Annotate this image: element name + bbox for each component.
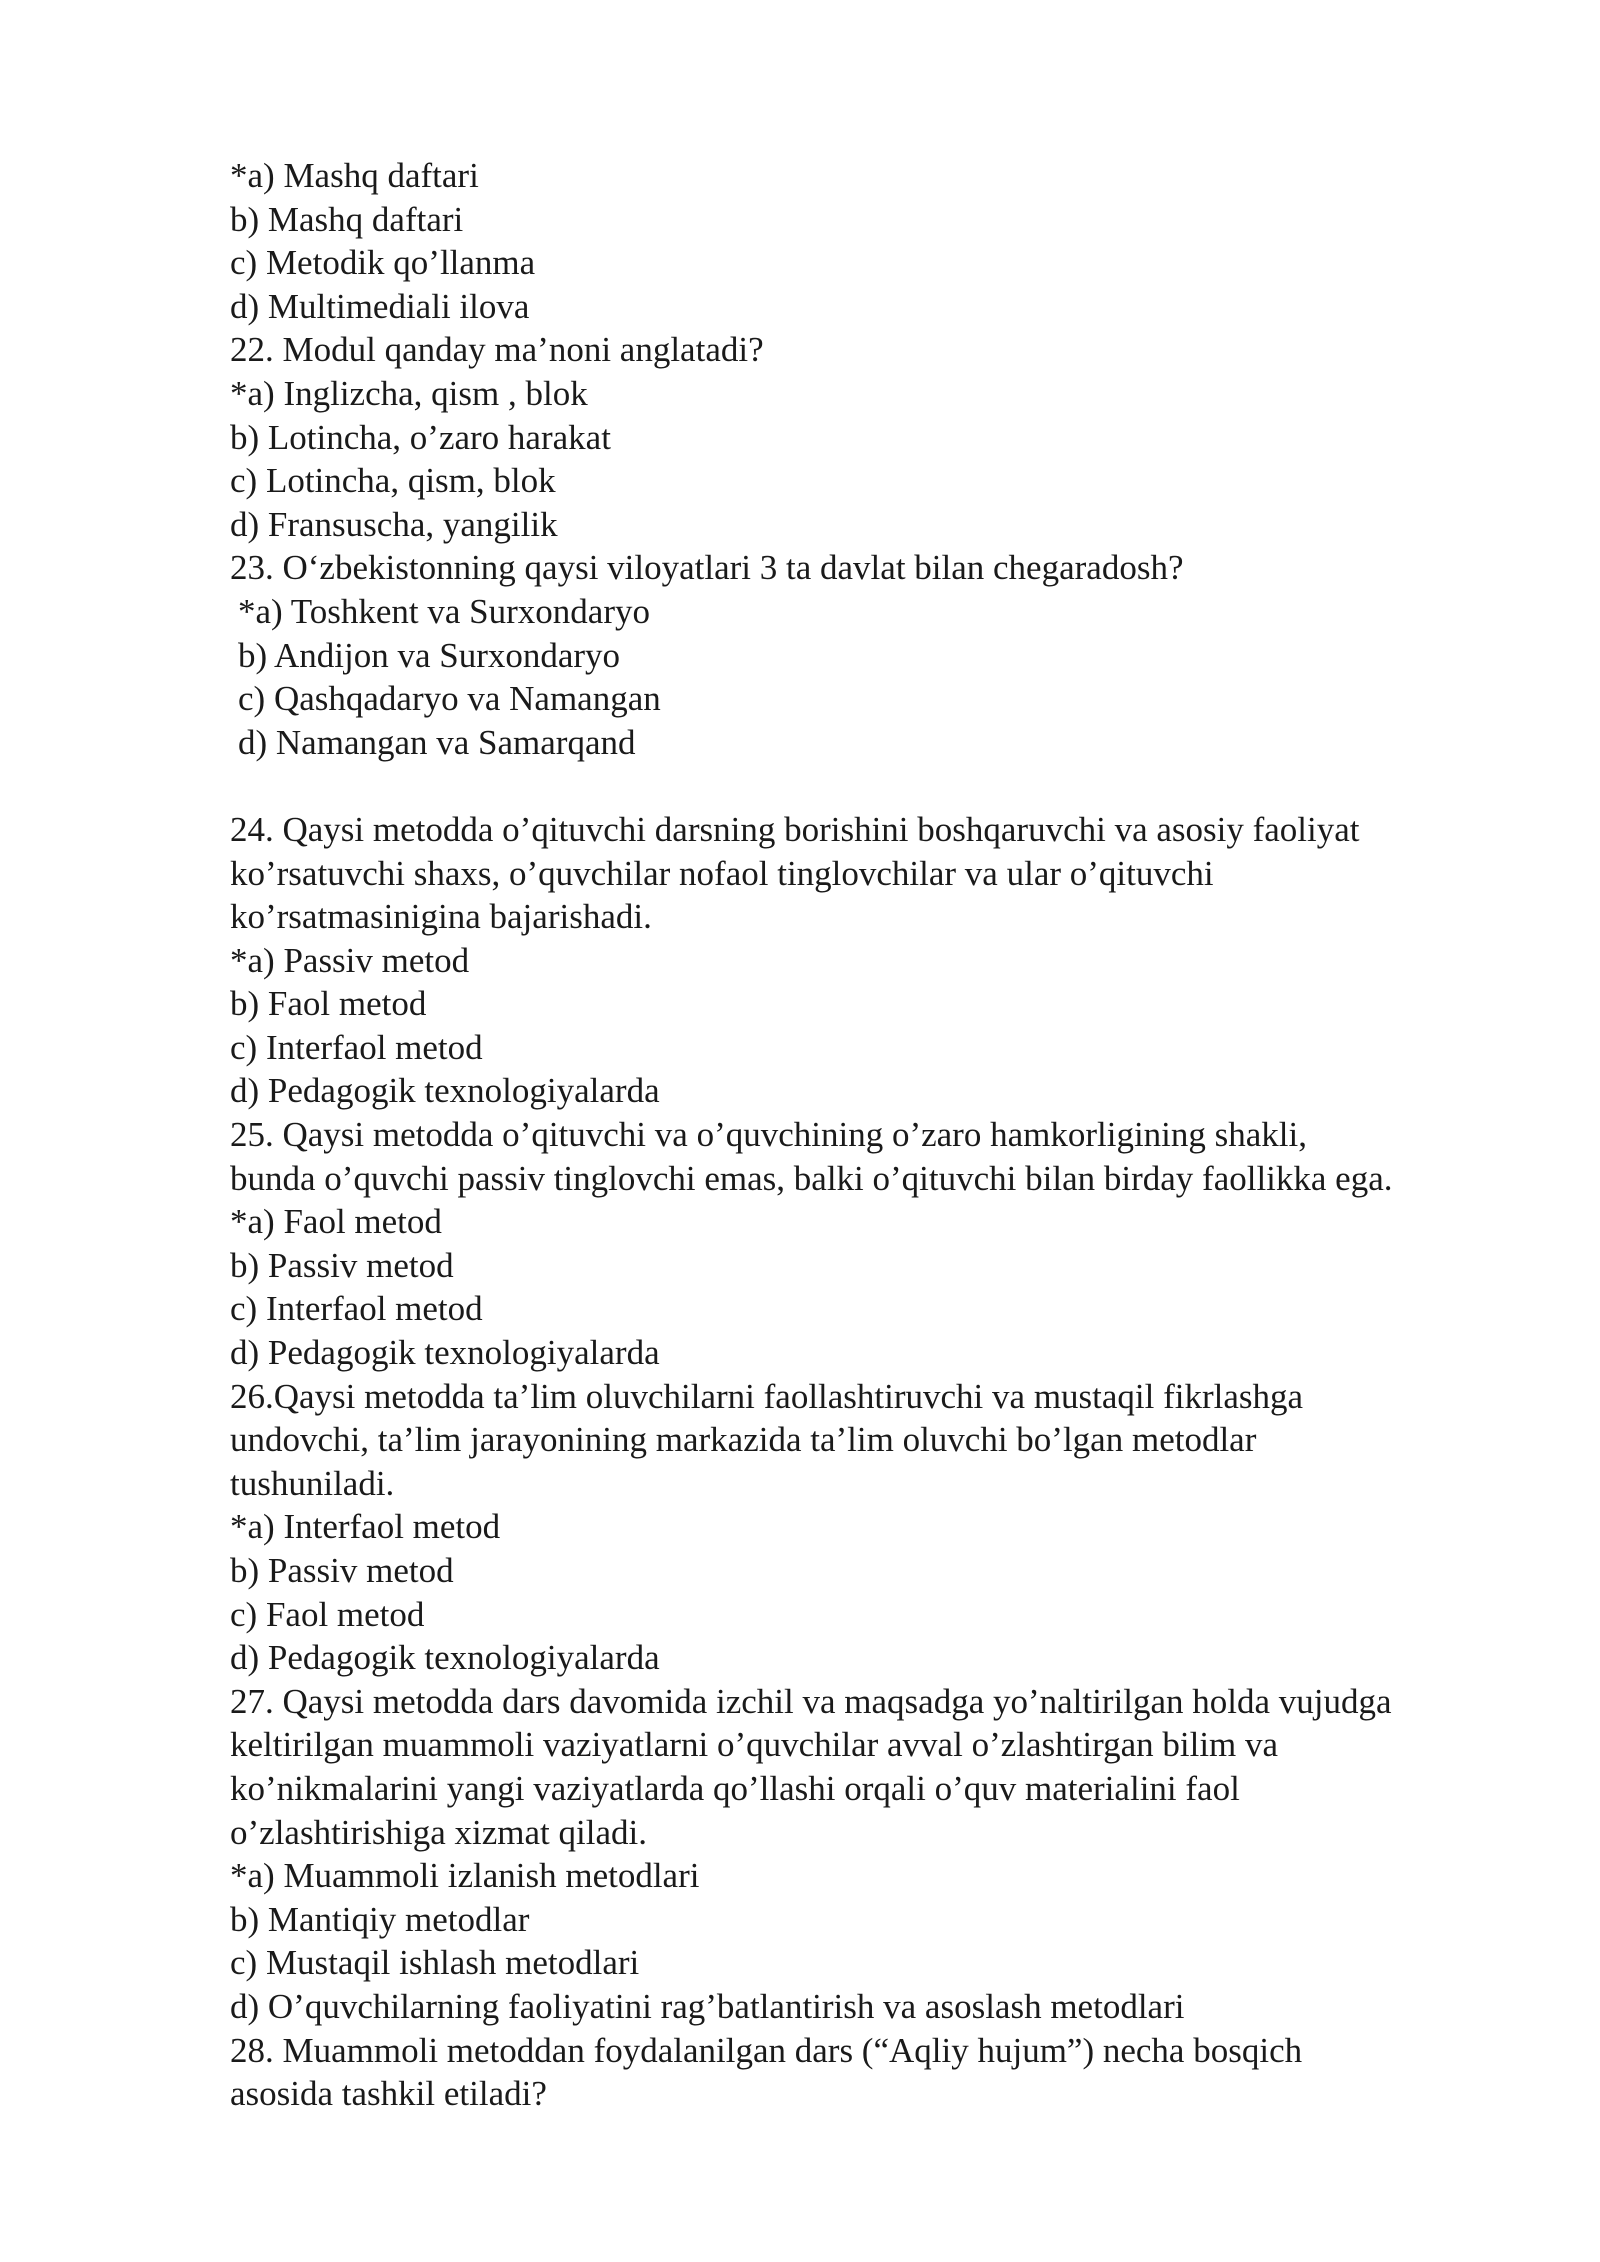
question-27-continued: ko’nikmalarini yangi vaziyatlarda qo’llashi orqali o’quv materialini faol <box>230 1768 1240 1808</box>
answer-option: c) Interfaol metod <box>230 1027 483 1067</box>
answer-option: c) Mustaqil ishlash metodlari <box>230 1943 640 1983</box>
question-26: 26.Qaysi metodda ta’lim oluvchilarni faollashtiruvchi va mustaqil fikrlashga <box>230 1376 1304 1416</box>
question-24: 24. Qaysi metodda o’qituvchi darsning borishini boshqaruvchi va asosiy faoliyat <box>230 809 1360 849</box>
question-23: 23. O‘zbekistonning qaysi viloyatlari 3 ta davlat bilan chegaradosh? <box>230 548 1184 588</box>
answer-option: d) Fransuscha, yangilik <box>230 504 558 544</box>
question-27-continued: keltirilgan muammoli vaziyatlarni o’quvchilar avval o’zlashtirgan bilim va <box>230 1725 1279 1765</box>
answer-option: c) Faol metod <box>230 1594 425 1634</box>
question-26-continued: tushuniladi. <box>230 1463 395 1503</box>
answer-option: d) Namangan va Samarqand <box>238 722 636 762</box>
answer-option: b) Mantiqiy metodlar <box>230 1899 530 1939</box>
question-25: 25. Qaysi metodda o’qituvchi va o’quvchining o’zaro hamkorligining shakli, <box>230 1115 1308 1155</box>
question-27-continued: o’zlashtirishiga xizmat qiladi. <box>230 1812 647 1852</box>
answer-option: d) Pedagogik texnologiyalarda <box>230 1333 660 1373</box>
answer-option: *a) Toshkent va Surxondaryo <box>238 591 650 631</box>
answer-option: d) Pedagogik texnologiyalarda <box>230 1638 660 1678</box>
document-body <box>230 154 1530 2116</box>
blank-line <box>230 764 1530 808</box>
answer-option: b) Lotincha, o’zaro harakat <box>230 417 611 457</box>
answer-option: *a) Muammoli izlanish metodlari <box>230 1856 700 1896</box>
answer-option: *a) Mashq daftari <box>230 156 479 195</box>
answer-option: d) O’quvchilarning faoliyatini rag’batlantirish va asoslash metodlari <box>230 1986 1185 2026</box>
answer-option: b) Passiv metod <box>230 1245 454 1285</box>
answer-option: *a) Interfaol metod <box>230 1507 501 1547</box>
question-28: 28. Muammoli metoddan foydalanilgan dars (“Aqliy hujum”) necha bosqich <box>230 2030 1303 2070</box>
answer-option: b) Passiv metod <box>230 1551 454 1590</box>
answer-option: *a) Inglizcha, qism , blok <box>230 373 588 413</box>
question-24-continued: ko’rsatmasinigina bajarishadi. <box>230 897 652 937</box>
question-22: 22. Modul qanday ma’noni anglatadi? <box>230 330 764 370</box>
answer-option: *a) Faol metod <box>230 1202 442 1242</box>
answer-option: c) Qashqadaryo va Namangan <box>238 679 661 719</box>
question-25-continued: bunda o’quvchi passiv tinglovchi emas, balki o’qituvchi bilan birday faollikka ega. <box>230 1158 1393 1198</box>
question-26-continued: undovchi, ta’lim jarayonining markazida ta’lim oluvchi bo’lgan metodlar <box>230 1420 1257 1460</box>
answer-option: *a) Passiv metod <box>230 940 470 980</box>
answer-option: c) Lotincha, qism, blok <box>230 461 556 501</box>
question-28-continued: asosida tashkil etiladi? <box>230 2074 547 2114</box>
question-24-continued: ko’rsatuvchi shaxs, o’quvchilar nofaol tinglovchilar va ular o’qituvchi <box>230 853 1214 893</box>
answer-option: c) Interfaol metod <box>230 1289 483 1329</box>
question-27: 27. Qaysi metodda dars davomida izchil va maqsadga yo’naltirilgan holda vujudga <box>230 1681 1392 1721</box>
answer-option: b) Andijon va Surxondaryo <box>238 635 621 675</box>
answer-option: b) Mashq daftari <box>230 199 464 239</box>
answer-option: c) Metodik qo’llanma <box>230 243 536 283</box>
answer-option: d) Multimediali ilova <box>230 286 530 326</box>
answer-option: d) Pedagogik texnologiyalarda <box>230 1071 660 1111</box>
answer-option: b) Faol metod <box>230 984 427 1024</box>
